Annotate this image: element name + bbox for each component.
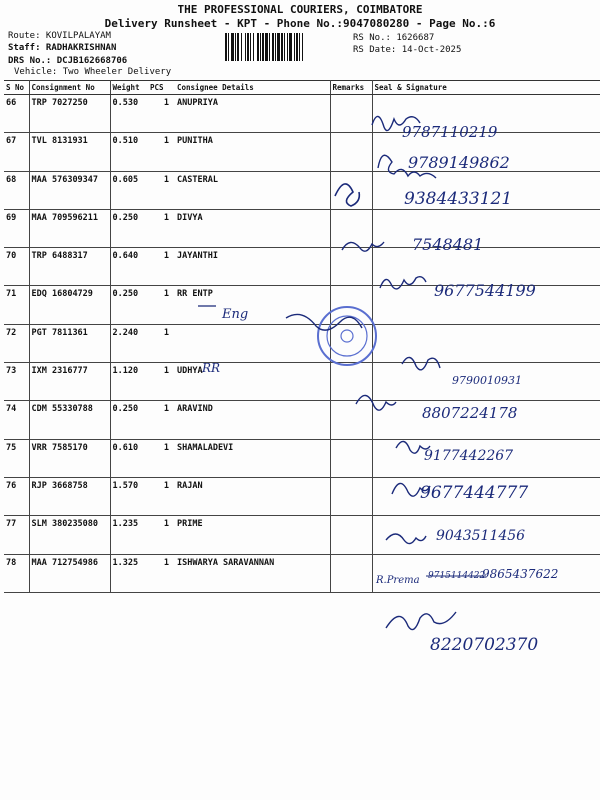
table-row [4,363,600,401]
cell-pcs: 1 [148,171,175,209]
remark-71: Eng [222,307,249,322]
cell-consignee: ANUPRIYA [175,95,330,133]
phone-74: 9177442267 [424,448,514,464]
table-row [4,477,600,515]
cell-remarks [330,401,372,439]
cell-weight: 0.250 [110,209,148,247]
cell-consignment: CDM 55330788 [29,401,110,439]
cell-seal [372,286,600,324]
cell-consignment: VRR 7585170 [29,439,110,477]
cell-weight: 1.325 [110,554,148,592]
cell-sno: 78 [4,554,29,592]
cell-consignee: DIVYA [175,209,330,247]
signature-78 [386,612,456,630]
cell-consignment: SLM 380235080 [29,516,110,554]
cell-weight: 0.250 [110,401,148,439]
cell-remarks [330,286,372,324]
drs-number: DRS No.: DCJB162668706 [8,56,128,66]
cell-sno: 73 [4,363,29,401]
phone-66: 9787110219 [402,123,498,141]
table-row [4,286,600,324]
phone-68: 9384433121 [404,189,513,209]
barcode-bar [302,33,303,61]
cell-seal [372,477,600,515]
cell-consignment: RJP 3668758 [29,477,110,515]
cell-pcs: 1 [148,286,175,324]
cell-seal [372,324,600,362]
cell-sno: 70 [4,248,29,286]
table-row [4,133,600,171]
cell-seal [372,171,600,209]
rs-date: RS Date: 14-Oct-2025 [353,45,462,55]
cell-weight: 0.510 [110,133,148,171]
col-consignment: Consignment No [29,81,110,95]
phone-78: 8220702370 [430,635,539,655]
cell-remarks [330,324,372,362]
table-header-row [4,81,600,95]
phone-77-struck: 9715114422 [428,571,486,581]
cell-consignee: PUNITHA [175,133,330,171]
table-row [4,439,600,477]
cell-remarks [330,363,372,401]
cell-weight: 0.610 [110,439,148,477]
cell-consignment: TVL 8131931 [29,133,110,171]
runsheet-table [4,80,600,593]
vehicle-label: Vehicle: Two Wheeler Delivery [14,67,172,77]
cell-sno: 68 [4,171,29,209]
table-row [4,554,600,592]
cell-sno: 69 [4,209,29,247]
staff-label: Staff: RADHAKRISHNAN [8,43,117,53]
cell-sno: 74 [4,401,29,439]
route-label: Route: KOVILPALAYAM [8,31,111,41]
cell-weight: 0.250 [110,286,148,324]
phone-75: 9677444777 [420,483,529,503]
col-remarks: Remarks [330,81,372,95]
cell-sno: 75 [4,439,29,477]
phone-76: 9043511456 [436,528,526,544]
cell-weight: 1.235 [110,516,148,554]
table-row [4,209,600,247]
cell-consignee: CASTERAL [175,171,330,209]
cell-consignee: RR ENTP [175,286,330,324]
cell-remarks [330,95,372,133]
cell-consignee: RAJAN [175,477,330,515]
col-sno: S No [4,81,29,95]
cell-pcs: 1 [148,95,175,133]
cell-consignee [175,324,330,362]
cell-consignment: TRP 6488317 [29,248,110,286]
runsheet-subtitle: Delivery Runsheet - KPT - Phone No.:9047080280 - Page No.:6 [104,17,496,30]
cell-remarks [330,133,372,171]
cell-weight: 1.120 [110,363,148,401]
cell-consignment: MAA 709596211 [29,209,110,247]
company-title: THE PROFESSIONAL COURIERS, COIMBATORE [177,3,423,16]
cell-seal [372,554,600,592]
signature-77-name: R.Prema [376,575,420,586]
cell-pcs: 1 [148,324,175,362]
cell-pcs: 1 [148,401,175,439]
cell-remarks [330,171,372,209]
cell-remarks [330,248,372,286]
cell-seal [372,439,600,477]
col-consignee: Consignee Details [175,81,330,95]
barcode [225,33,348,61]
table-row [4,95,600,133]
cell-remarks [330,439,372,477]
cell-consignment: IXM 2316777 [29,363,110,401]
cell-sno: 67 [4,133,29,171]
table-row [4,171,600,209]
col-weight: Weight [110,81,148,95]
cell-seal [372,248,600,286]
cell-seal [372,133,600,171]
cell-remarks [330,477,372,515]
col-pcs: PCS [148,81,175,95]
remark-72: RR [202,361,221,375]
table-row [4,248,600,286]
cell-pcs: 1 [148,439,175,477]
cell-remarks [330,209,372,247]
cell-seal [372,401,600,439]
phone-77: 9865437622 [482,567,559,581]
cell-pcs: 1 [148,248,175,286]
cell-sno: 72 [4,324,29,362]
cell-consignment: PGT 7811361 [29,324,110,362]
phone-73: 8807224178 [422,404,518,422]
table-row [4,516,600,554]
cell-consignment: MAA 712754986 [29,554,110,592]
cell-weight: 1.570 [110,477,148,515]
cell-sno: 77 [4,516,29,554]
col-seal: Seal & Signature [372,81,600,95]
cell-weight: 2.240 [110,324,148,362]
cell-sno: 76 [4,477,29,515]
table-row [4,401,600,439]
phone-72: 9790010931 [452,374,522,387]
cell-remarks [330,554,372,592]
cell-consignment: TRP 7027250 [29,95,110,133]
cell-weight: 0.530 [110,95,148,133]
cell-seal [372,516,600,554]
cell-pcs: 1 [148,516,175,554]
cell-consignee: PRIME [175,516,330,554]
cell-consignee: ISHWARYA SARAVANNAN [175,554,330,592]
cell-consignment: MAA 576309347 [29,171,110,209]
cell-weight: 0.605 [110,171,148,209]
cell-pcs: 1 [148,363,175,401]
phone-69: 7548481 [412,235,484,254]
cell-consignee: ARAVIND [175,401,330,439]
cell-seal [372,95,600,133]
cell-sno: 66 [4,95,29,133]
phone-70: 9677544199 [434,281,536,300]
cell-seal [372,363,600,401]
cell-seal [372,209,600,247]
cell-consignee: UDHYA [175,363,330,401]
cell-sno: 71 [4,286,29,324]
table-row [4,324,600,362]
cell-pcs: 1 [148,209,175,247]
cell-consignee: JAYANTHI [175,248,330,286]
cell-remarks [330,516,372,554]
cell-consignment: EDQ 16804729 [29,286,110,324]
cell-pcs: 1 [148,477,175,515]
cell-pcs: 1 [148,133,175,171]
cell-weight: 0.640 [110,248,148,286]
rs-number: RS No.: 1626687 [353,33,435,43]
phone-67: 9789149862 [408,153,510,172]
cell-pcs: 1 [148,554,175,592]
cell-consignee: SHAMALADEVI [175,439,330,477]
